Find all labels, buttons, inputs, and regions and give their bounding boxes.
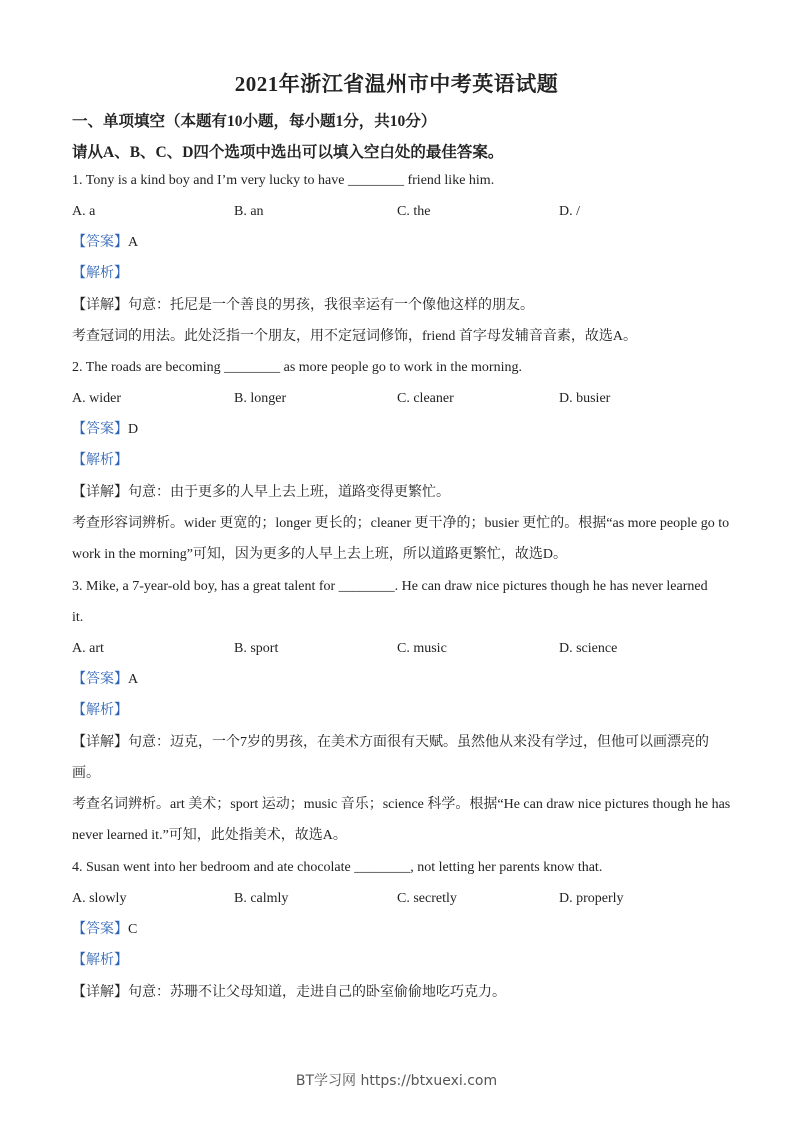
answer-line bbox=[72, 920, 137, 940]
question-2-stem: 2. The roads are becoming ________ as more people go to work in the morning. bbox=[72, 360, 522, 375]
question-3-stem-cont: it. bbox=[72, 610, 84, 625]
answer-label: 【答案】 bbox=[72, 235, 128, 250]
footer-watermark: BT学习网 https://btxuexi.com bbox=[295, 1073, 498, 1089]
detail-text: 句意：托尼是一个善良的男孩，我很幸运有一个像他这样的朋友。 bbox=[128, 298, 534, 313]
instruction-text: 请从A、B、C、D四个选项中选出可以填入空白处的最佳答案。 bbox=[72, 144, 504, 161]
question-4-options bbox=[72, 889, 722, 909]
detail-line bbox=[72, 296, 534, 316]
detail-line bbox=[72, 483, 450, 503]
analysis-line bbox=[72, 264, 128, 284]
analysis-line bbox=[72, 951, 128, 971]
answer-label: 【答案】 bbox=[72, 672, 128, 687]
answer-label: 【答案】 bbox=[72, 422, 128, 437]
option-b: B. sport bbox=[234, 641, 279, 656]
detail-line bbox=[72, 983, 506, 1003]
detail-label: 【详解】 bbox=[72, 298, 128, 313]
option-c: C. secretly bbox=[397, 891, 457, 906]
detail-label: 【详解】 bbox=[72, 985, 128, 1000]
option-d: D. / bbox=[559, 204, 580, 219]
question-3-options bbox=[72, 639, 722, 659]
option-b: B. calmly bbox=[234, 891, 289, 906]
detail-text-cont: 画。 bbox=[72, 766, 100, 781]
answer-value: C bbox=[128, 922, 138, 937]
explanation-text: never learned it.”可知，此处指美术，故选A。 bbox=[72, 828, 347, 843]
option-c: C. music bbox=[397, 641, 447, 656]
explanation-text: 考查名词辨析。art 美术；sport 运动；music 音乐；science 科学。根据“He can draw nice pictures though he has bbox=[72, 797, 731, 812]
explanation-text: 考查冠词的用法。此处泛指一个朋友，用不定冠词修饰，friend 首字母发辅音音素，故选A。 bbox=[72, 329, 638, 344]
answer-value: A bbox=[128, 672, 139, 687]
detail-text: 句意：苏珊不让父母知道，走进自己的卧室偷偷地吃巧克力。 bbox=[128, 985, 506, 1000]
answer-line bbox=[72, 670, 138, 690]
option-b: B. an bbox=[234, 204, 264, 219]
explanation-text: work in the morning”可知，因为更多的人早上去上班，所以道路更繁忙，故选D。 bbox=[72, 547, 568, 562]
answer-label: 【答案】 bbox=[72, 922, 128, 937]
detail-text: 句意：由于更多的人早上去上班，道路变得更繁忙。 bbox=[128, 485, 450, 500]
question-1-stem: 1. Tony is a kind boy and I’m very lucky to have ________ friend like him. bbox=[72, 173, 495, 188]
option-d: D. properly bbox=[559, 891, 624, 906]
analysis-line bbox=[72, 451, 128, 471]
option-a: A. slowly bbox=[72, 891, 127, 906]
analysis-label: 【解析】 bbox=[72, 453, 128, 468]
detail-label: 【详解】 bbox=[72, 735, 128, 750]
option-a: A. wider bbox=[72, 391, 121, 406]
analysis-label: 【解析】 bbox=[72, 703, 128, 718]
detail-line bbox=[72, 733, 709, 753]
answer-value: D bbox=[128, 422, 139, 437]
option-b: B. longer bbox=[234, 391, 287, 406]
option-a: A. art bbox=[72, 641, 104, 656]
detail-text: 句意：迈克，一个7岁的男孩，在美术方面很有天赋。虽然他从来没有学过，但他可以画漂亮的 bbox=[128, 735, 709, 750]
analysis-line bbox=[72, 701, 128, 721]
answer-line bbox=[72, 420, 138, 440]
option-d: D. busier bbox=[559, 391, 611, 406]
detail-label: 【详解】 bbox=[72, 485, 128, 500]
option-c: C. the bbox=[397, 204, 431, 219]
option-a: A. a bbox=[72, 204, 96, 219]
option-c: C. cleaner bbox=[397, 391, 454, 406]
question-4-stem: 4. Susan went into her bedroom and ate chocolate ________, not letting her parents know that. bbox=[72, 860, 603, 875]
section-heading: 一、单项填空（本题有10小题，每小题1分，共10分） bbox=[72, 113, 437, 130]
question-2-options bbox=[72, 389, 722, 409]
page-title: 2021年浙江省温州市中考英语试题 bbox=[234, 72, 559, 96]
explanation-text: 考查形容词辨析。wider 更宽的；longer 更长的；cleaner 更干净的；busier 更忙的。根据“as more people go to bbox=[72, 516, 730, 531]
analysis-label: 【解析】 bbox=[72, 953, 128, 968]
question-3-stem: 3. Mike, a 7-year-old boy, has a great talent for ________. He can draw nice pictures though he has never learned bbox=[72, 579, 708, 594]
question-1-options bbox=[72, 202, 722, 222]
analysis-label: 【解析】 bbox=[72, 266, 128, 281]
answer-line bbox=[72, 233, 138, 253]
option-d: D. science bbox=[559, 641, 618, 656]
answer-value: A bbox=[128, 235, 139, 250]
